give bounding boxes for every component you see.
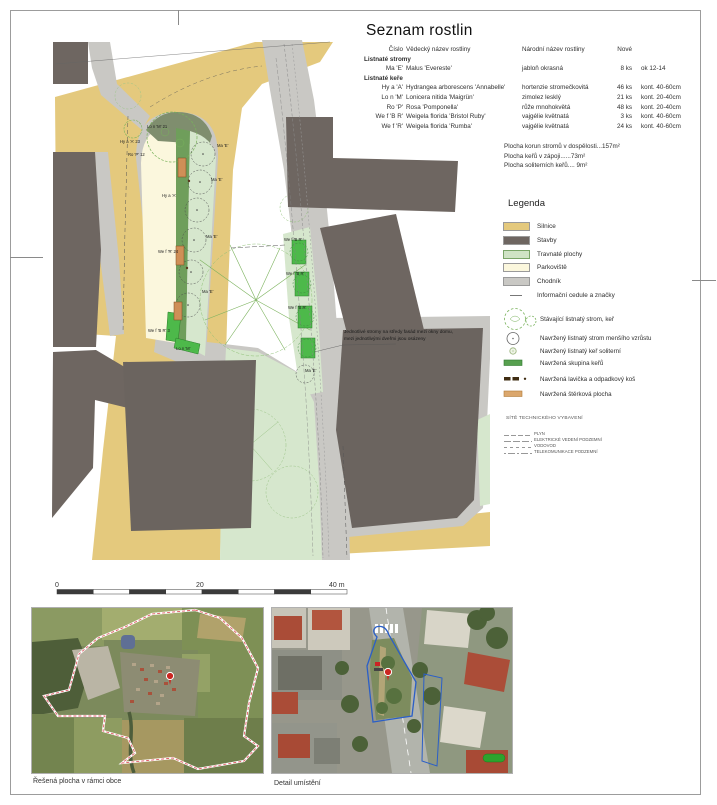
aerial-photo-detail [271,607,513,774]
bench-bin-icon [503,375,540,383]
map-annotation: mezi jednotlivými dveřmi jsou osázeny [344,337,426,342]
building [123,360,256,531]
telecom-line-icon [504,442,534,460]
legend-item-sidewalk: Chodník [503,275,615,289]
legend-item-buildings: Stavby [503,234,615,248]
col-header-new: Nové [617,46,632,53]
plant-size: kont. 40-60cm [641,84,681,92]
scale-label-20: 20 [196,582,204,589]
legend-item-parking: Parkoviště [503,261,615,275]
legend-symbol-bench-bin: Navržená lavička a odpadkový koš [503,375,635,383]
left-photo-caption: Řešená plocha v rámci obce [33,778,122,785]
border-tick-top [178,10,179,25]
area-line: Plocha keřů v zápoji......73m² [504,152,586,160]
building [53,42,88,84]
scale-label-40: 40 m [329,582,345,589]
legend-swatches [503,220,615,302]
plant-count: 21 ks [616,93,632,101]
buildings-swatch [503,236,530,245]
map-label: We f 'R' 24 [158,249,179,254]
building [336,328,483,528]
plant-code: We f 'R' [381,122,403,130]
map-label: Hy a 'A' [162,193,177,198]
map-label: Lo n 'M' [176,346,191,351]
plant-czech: jabloň okrasná [522,65,563,73]
scale-bar [40,577,360,599]
border-tick-right [692,280,716,281]
bench [174,302,182,320]
plant-latin: Malus 'Evereste' [406,65,452,73]
legend-symbol-solitary-shrub: Navržený listnatý keř soliterní [503,346,621,356]
street-sign [374,668,383,671]
solitary-shrub-icon [503,346,540,356]
legend-title: Legenda [508,198,545,209]
plant-latin: Weigela florida 'Rumba' [406,122,472,130]
map-control-button [483,754,505,762]
building [286,117,458,212]
plant-size: ok 12-14 [641,65,666,73]
right-photo-caption: Detail umístění [274,780,321,787]
grass-swatch [503,250,530,259]
map-label: We f 'B R' [286,271,305,276]
legend-item-grass: Travnaté plochy [503,247,615,261]
trash-bin [186,267,188,269]
utility-electric: ELEKTRICKÉ VEDENÍ PODZEMNÍ [504,436,602,442]
road-swatch [503,222,530,231]
map-label: Hy a 'A' 23 [120,139,140,144]
village-area [120,652,200,716]
plant-count: 46 ks [616,84,632,92]
plant-code: Lo n 'M' [381,93,403,101]
plant-code: Ma 'E' [385,65,403,73]
plant-czech: vajgélie květnatá [522,122,569,130]
map-label: Ma 'E' [211,177,223,182]
area-line: Plocha soliterních keřů.... 9m² [504,162,588,170]
info-sign-dash-icon [510,295,522,296]
plant-code: Ro 'P' [386,103,403,111]
plant-count: 24 ks [616,122,632,130]
scale-label-0: 0 [55,582,59,589]
plant-count: 3 ks [620,113,632,121]
plant-size: kont. 40-60cm [641,113,681,121]
gravel-icon [503,390,540,398]
scale-segments [57,590,347,595]
plant-czech: zimolez lesklý [522,93,561,101]
plant-size: kont. 20-40cm [641,103,681,111]
map-label: Ma 'E' [206,234,218,239]
map-label: Ma 'E' [217,143,229,148]
shrub-group [292,240,306,264]
map-label: Lo n 'M' 21 [147,124,168,129]
map-annotation: Jednotlivé stromy na středy fasád mezi okny domu, [344,330,454,335]
plant-latin: Weigela florida 'Bristol Ruby' [406,113,486,121]
plant-code: We f 'B R' [375,113,403,121]
plant-count: 8 ks [620,65,632,73]
building [53,152,101,347]
proposed-tree-icon [503,331,540,346]
legend-item-info-signs: Informační cedule a značky [503,288,615,302]
map-label: We f 'B R' [288,305,307,310]
map-label: Ma 'E' [305,368,317,373]
plant-czech: růže mnohokvětá [522,103,571,111]
shrub-group-icon [503,359,540,367]
utilities-title: SÍTĚ TECHNICKÉHO VYBAVENÍ [506,416,583,421]
plant-latin: Hydrangea arborescens 'Annabelle' [406,84,506,92]
left-buildings [272,608,350,773]
plant-latin: Lonicera nitida 'Maigrün' [406,93,474,101]
section-label: Listnaté keře [364,74,403,82]
pond [121,635,135,649]
utility-water: VODOVOD [504,442,556,448]
plant-code: Hy a 'A' [381,84,403,92]
utility-gas: PLYN [504,430,545,436]
site-plan-map [10,38,490,568]
plant-size: kont. 20-40cm [641,93,681,101]
plant-count: 48 ks [616,103,632,111]
trash-bin [188,180,190,182]
existing-tree-icon [503,307,540,331]
legend-item-road: Silnice [503,220,615,234]
plant-latin: Rosa 'Pomponella' [406,103,459,111]
legend-symbol-proposed-tree: Navržený listnatý strom menšího vzrůstu [503,331,651,346]
legend-symbol-gravel: Navržená štěrková plocha [503,390,612,398]
area-summary [504,142,620,171]
sidewalk-swatch [503,277,530,286]
section-label: Listnaté stromy [364,55,411,63]
map-label: Ro 'P' 12 [128,152,145,157]
plant-czech: vajgélie květnatá [522,113,569,121]
bench [178,158,186,177]
marker-flag [375,662,380,666]
plant-czech: hortenzie stromečkovitá [522,84,589,92]
col-header-number: Číslo [388,46,403,53]
map-label: We f 'B R' [284,237,303,242]
legend-symbol-existing-tree: Stávající listnatý strom, keř [503,307,614,331]
map-label: We f 'B R' 3 [148,328,170,333]
legend-symbol-shrub-group: Navržená skupina keřů [503,359,603,367]
aerial-photo-municipality [31,607,264,774]
page-title: Seznam rostlin [366,22,473,39]
col-header-czech: Národní název rostliny [522,46,585,53]
col-header-latin: Vědecký název rostliny [406,46,471,53]
area-line: Plocha korun stromů v dospělosti...157m² [504,143,620,150]
map-label: Ma 'E' [202,289,214,294]
parking-swatch [503,263,530,272]
plant-size: kont. 40-60cm [641,122,681,130]
utility-telecom: TELEKOMUNIKACE PODZEMNÍ [504,448,598,454]
